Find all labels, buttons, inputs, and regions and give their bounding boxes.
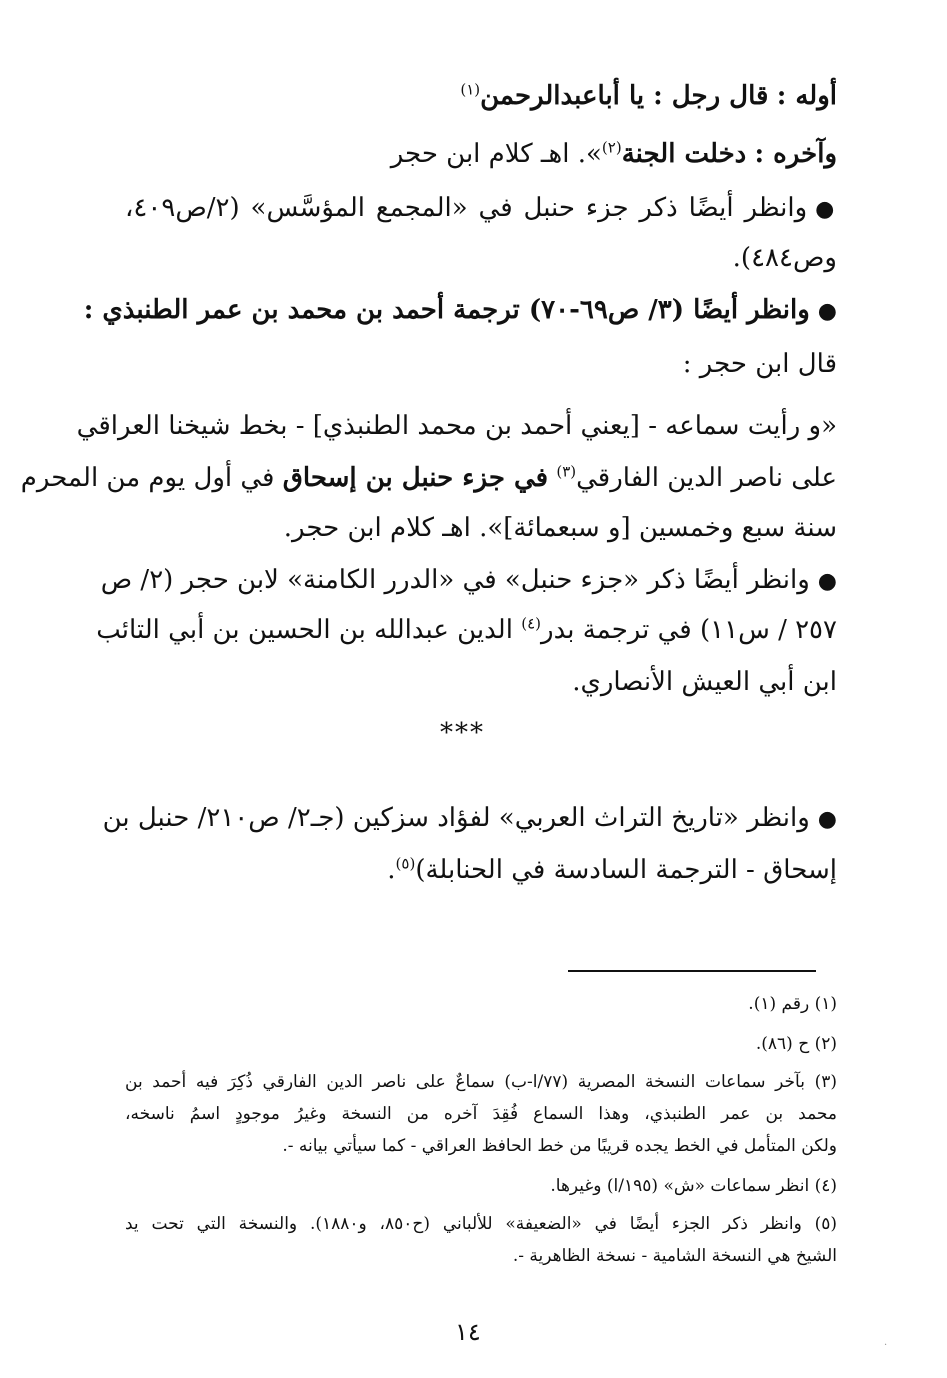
text-line-3 bbox=[125, 188, 837, 230]
footnote-5-line-1: (٥) وانظر ذكر الجزء أيضًا في «الضعيفة» للألباني (ح٨٥٠، و١٨٨٠). والنسخة التي تحت يد bbox=[125, 1214, 837, 1234]
text-line-12: ابن أبي العيش الأنصاري. bbox=[572, 667, 837, 697]
label-ending: وآخره : bbox=[754, 139, 837, 169]
line-8-a: على ناصر الدين الفارقي bbox=[576, 463, 837, 493]
section-separator: *** bbox=[440, 718, 485, 748]
line-11-a: ٢٥٧ / س١١) في ترجمة بدر bbox=[541, 615, 837, 645]
line-3-text: وانظر أيضًا ذكر جزء حنبل في «المجمع المؤسَّس» (٢/ص٤٠٩، bbox=[125, 193, 808, 223]
text-line-11 bbox=[96, 610, 837, 650]
ending-tail: ». اهـ كلام ابن حجر bbox=[390, 139, 602, 169]
line-8-b: في جزء حنبل بن إسحاق bbox=[282, 463, 549, 493]
line-13-text: وانظر «تاريخ التراث العربي» لفؤاد سزكين (جـ٢/ ص٢١٠/ حنبل بن bbox=[102, 803, 810, 833]
bullet-icon: ● bbox=[817, 807, 837, 832]
footnote-ref-3: (٣) bbox=[556, 462, 577, 481]
line-14-b: . bbox=[387, 855, 396, 885]
text-line-8 bbox=[20, 458, 837, 498]
text-line-4: وص٤٨٤). bbox=[732, 243, 837, 273]
scan-dot: · bbox=[884, 1340, 888, 1351]
bullet-icon: ● bbox=[817, 569, 837, 594]
footnote-2: (٢) ح (٨٦). bbox=[755, 1034, 837, 1054]
bullet-icon: ● bbox=[817, 299, 837, 324]
text-line-14 bbox=[387, 850, 837, 890]
text-line-2 bbox=[391, 134, 837, 174]
line-14-a: إسحاق - الترجمة السادسة في الحنابلة) bbox=[415, 855, 837, 885]
text-line-13 bbox=[102, 798, 837, 840]
label-beginning: أوله : bbox=[776, 81, 837, 111]
line-11-b: الدين عبدالله بن الحسين بن أبي التائب bbox=[96, 615, 513, 645]
text-line-5 bbox=[83, 290, 837, 332]
footnote-3-line-3: ولكن المتأمل في الخط يجده قريبًا من خط الحافظ العراقي - كما سيأتي بيانه -. bbox=[282, 1136, 837, 1156]
footnote-ref-5: (٥) bbox=[395, 854, 416, 873]
line-10-text: وانظر أيضًا ذكر «جزء حنبل» في «الدرر الكامنة» لابن حجر (٢/ ص bbox=[100, 565, 810, 595]
ending-text: دخلت الجنة bbox=[621, 139, 747, 169]
footnote-3-line-2: محمد بن عمر الطنبذي، وهذا السماع فُقِدَ آخره من النسخة وغيرُ موجودٍ اسمُ ناسخه، bbox=[125, 1104, 837, 1124]
footnote-ref-4: (٤) bbox=[521, 614, 542, 633]
text-line-10 bbox=[100, 560, 837, 602]
line-5-text: وانظر أيضًا (٣/ ص٦٩-٧٠) ترجمة أحمد بن محمد بن عمر الطنبذي : bbox=[83, 295, 810, 325]
footnote-ref-2: (٢) bbox=[601, 138, 622, 157]
beginning-text: قال رجل : يا أباعبدالرحمن bbox=[480, 81, 769, 111]
text-line-6: قال ابن حجر : bbox=[682, 349, 837, 379]
footnote-ref-1: (١) bbox=[460, 80, 481, 99]
text-line-7: «و رأيت سماعه - [يعني أحمد بن محمد الطنبذي] - بخط شيخنا العراقي bbox=[76, 411, 837, 441]
footnote-3-line-1: (٣) بآخر سماعات النسخة المصرية (٧٧/ا-ب) سماعٌ على ناصر الدين الفارقي ذُكِرَ فيه أحمد بن bbox=[125, 1072, 837, 1092]
text-line-1 bbox=[460, 76, 837, 116]
text-line-9: سنة سبع وخمسين [و سبعمائة]». اهـ كلام ابن حجر. bbox=[283, 513, 837, 543]
footnote-divider bbox=[568, 970, 816, 972]
page-number: ١٤ bbox=[455, 1318, 481, 1346]
bullet-icon: ● bbox=[815, 197, 838, 222]
footnote-5-line-2: الشيخ هي النسخة الشامية - نسخة الظاهرية -. bbox=[512, 1246, 837, 1266]
footnote-1: (١) رقم (١). bbox=[748, 994, 837, 1014]
line-8-c: في أول يوم من المحرم bbox=[20, 463, 275, 493]
footnote-4: (٤) انظر سماعات «ش» (١٩٥/ا) وغيرها. bbox=[550, 1176, 837, 1196]
